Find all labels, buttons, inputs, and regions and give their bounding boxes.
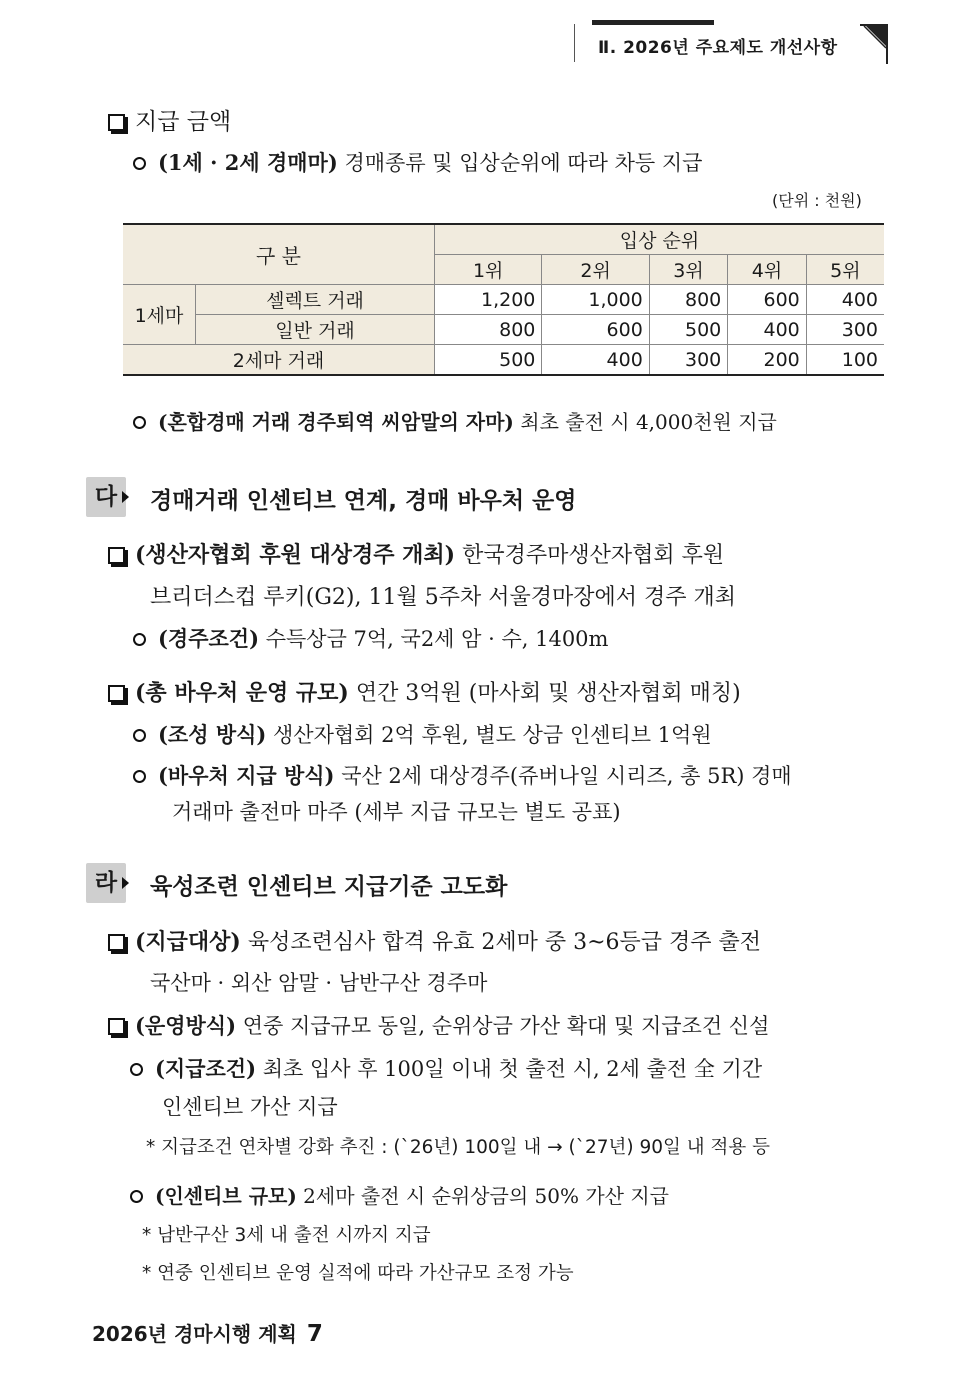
item-label: (인센티브 규모) [155, 1184, 297, 1208]
table-cell: 600 [542, 315, 649, 345]
table-row [123, 285, 884, 315]
da-sub-1 [133, 623, 608, 653]
table-cell: 1,200 [435, 285, 542, 315]
table-cell: 800 [435, 315, 542, 345]
item-text: 2세마 출전 시 순위상금의 50% 가산 지급 [303, 1184, 669, 1208]
badge-arrow-icon [122, 491, 129, 503]
item-text: 생산자협회 2억 후원, 별도 상금 인센티브 1억원 [273, 723, 712, 747]
item-label: (1세 · 2세 경매마) [158, 150, 338, 175]
row-group-label: 1세마 [123, 285, 196, 345]
row-label: 일반 거래 [196, 315, 435, 345]
item-label: (혼합경매 거래 경주퇴역 씨암말의 자마) [158, 410, 514, 434]
da-bullet-2 [108, 676, 741, 707]
ra-note-2: * 남반구산 3세 내 출전 시까지 지급 [142, 1225, 431, 1246]
item-label: (지급조건) [155, 1056, 257, 1081]
table-cell: 400 [728, 315, 806, 345]
payment-table [123, 223, 884, 376]
item-label: (생산자협회 후원 대상경주 개최) [135, 542, 456, 568]
table-cell: 300 [649, 345, 727, 376]
ra-bullet-1 [108, 925, 761, 956]
circle-bullet-icon [133, 416, 146, 429]
item-text: 육성조련심사 합격 유효 2세마 중 3~6등급 경주 출전 [247, 930, 761, 955]
item-text: 한국경주마생산자협회 후원 [462, 543, 725, 568]
ra-note-3: * 연중 인센티브 운영 실적에 따라 가산규모 조정 가능 [142, 1263, 574, 1284]
circle-bullet-icon [130, 1063, 143, 1076]
badge-arrow-icon [122, 877, 129, 889]
checkbox-bullet-icon [108, 934, 125, 951]
table-cell: 200 [728, 345, 806, 376]
rank-header-cell: 5위 [806, 255, 884, 285]
item-label: (조성 방식) [158, 722, 267, 747]
item-label: (경주조건) [158, 626, 260, 651]
circle-bullet-icon [130, 1190, 143, 1203]
da-bullet-1 [108, 538, 724, 569]
rank-header-cell: 3위 [649, 255, 727, 285]
table-cell: 100 [806, 345, 884, 376]
item-text: 최초 입사 후 100일 이내 첫 출전 시, 2세 출전 全 기간 [262, 1057, 763, 1081]
table-cell: 1,000 [542, 285, 649, 315]
circle-bullet-icon [133, 633, 146, 646]
ra-bullet-2 [108, 1010, 769, 1040]
unit-note: (단위 : 천원) [772, 191, 862, 210]
table-row [123, 345, 884, 376]
checkbox-bullet-icon [108, 1018, 125, 1035]
item-label: (운영방식) [135, 1013, 237, 1038]
page-footer [92, 1318, 323, 1347]
rank-header-cell: 1위 [435, 255, 542, 285]
section-title-ra: 육성조련 인센티브 지급기준 고도화 [150, 874, 508, 900]
running-header-title: Ⅱ. 2026년 주요제도 개선사항 [598, 38, 838, 58]
da-sub-2 [133, 719, 712, 749]
payment-heading: 지급 금액 [108, 103, 231, 136]
payment-item-2 [133, 406, 777, 435]
table-row [123, 315, 884, 345]
item-text: 최초 출전 시 4,000천원 지급 [520, 410, 777, 434]
payment-item-1 [133, 147, 702, 177]
da-sub-3-cont: 거래마 출전마 마주 (세부 지급 규모는 별도 공표) [172, 800, 621, 824]
ra-note-1: * 지급조건 연차별 강화 추진 : (`26년) 100일 내 → (`27년) 90일 내 적용 등 [146, 1137, 771, 1158]
circle-bullet-icon [133, 729, 146, 742]
circle-bullet-icon [133, 770, 146, 783]
table-cell: 400 [806, 285, 884, 315]
item-label: (지급대상) [135, 929, 241, 955]
row-label: 2세마 거래 [123, 345, 435, 376]
item-text: 수득상금 7억, 국2세 암 · 수, 1400m [265, 627, 609, 651]
ra-sub-1-cont: 인센티브 가산 지급 [162, 1095, 338, 1119]
rank-header-cell: 2위 [542, 255, 649, 285]
page-corner-fold-icon [860, 24, 888, 64]
item-text: 연중 지급규모 동일, 순위상금 가산 확대 및 지급조건 신설 [242, 1014, 770, 1038]
ra-sub-1 [130, 1053, 762, 1083]
header-divider [574, 24, 575, 62]
page-number: 7 [306, 1321, 323, 1347]
rank-header-cell: 4위 [728, 255, 806, 285]
item-text: 국산 2세 대상경주(쥬버나일 시리즈, 총 5R) 경매 [341, 764, 792, 788]
table-header-rank: 입상 순위 [435, 224, 885, 255]
item-label: (총 바우처 운영 규모) [135, 680, 349, 706]
checkbox-bullet-icon [108, 114, 125, 131]
section-badge-ra: 라 [86, 863, 126, 903]
item-label: (바우처 지급 방식) [158, 763, 335, 788]
da-sub-3 [133, 760, 792, 790]
header-rule [592, 20, 714, 25]
table-header-category: 구 분 [123, 224, 435, 285]
section-title-da: 경매거래 인센티브 연계, 경매 바우처 운영 [150, 488, 577, 514]
table-cell: 500 [435, 345, 542, 376]
checkbox-bullet-icon [108, 547, 125, 564]
table-cell: 300 [806, 315, 884, 345]
table-cell: 600 [728, 285, 806, 315]
row-label: 셀렉트 거래 [196, 285, 435, 315]
item-text: 경매종류 및 입상순위에 따라 차등 지급 [344, 151, 703, 175]
section-badge-da: 다 [86, 477, 126, 517]
da-bullet-1-cont: 브리더스컵 루키(G2), 11월 5주차 서울경마장에서 경주 개최 [150, 585, 736, 610]
table-cell: 500 [649, 315, 727, 345]
footer-title: 2026년 경마시행 계획 [92, 1322, 297, 1346]
ra-bullet-1-cont: 국산마 · 외산 암말 · 남반구산 경주마 [150, 971, 488, 995]
table-cell: 400 [542, 345, 649, 376]
ra-sub-2 [130, 1180, 669, 1209]
table-cell: 800 [649, 285, 727, 315]
circle-bullet-icon [133, 157, 146, 170]
checkbox-bullet-icon [108, 685, 125, 702]
item-text: 연간 3억원 (마사회 및 생산자협회 매칭) [355, 681, 741, 706]
